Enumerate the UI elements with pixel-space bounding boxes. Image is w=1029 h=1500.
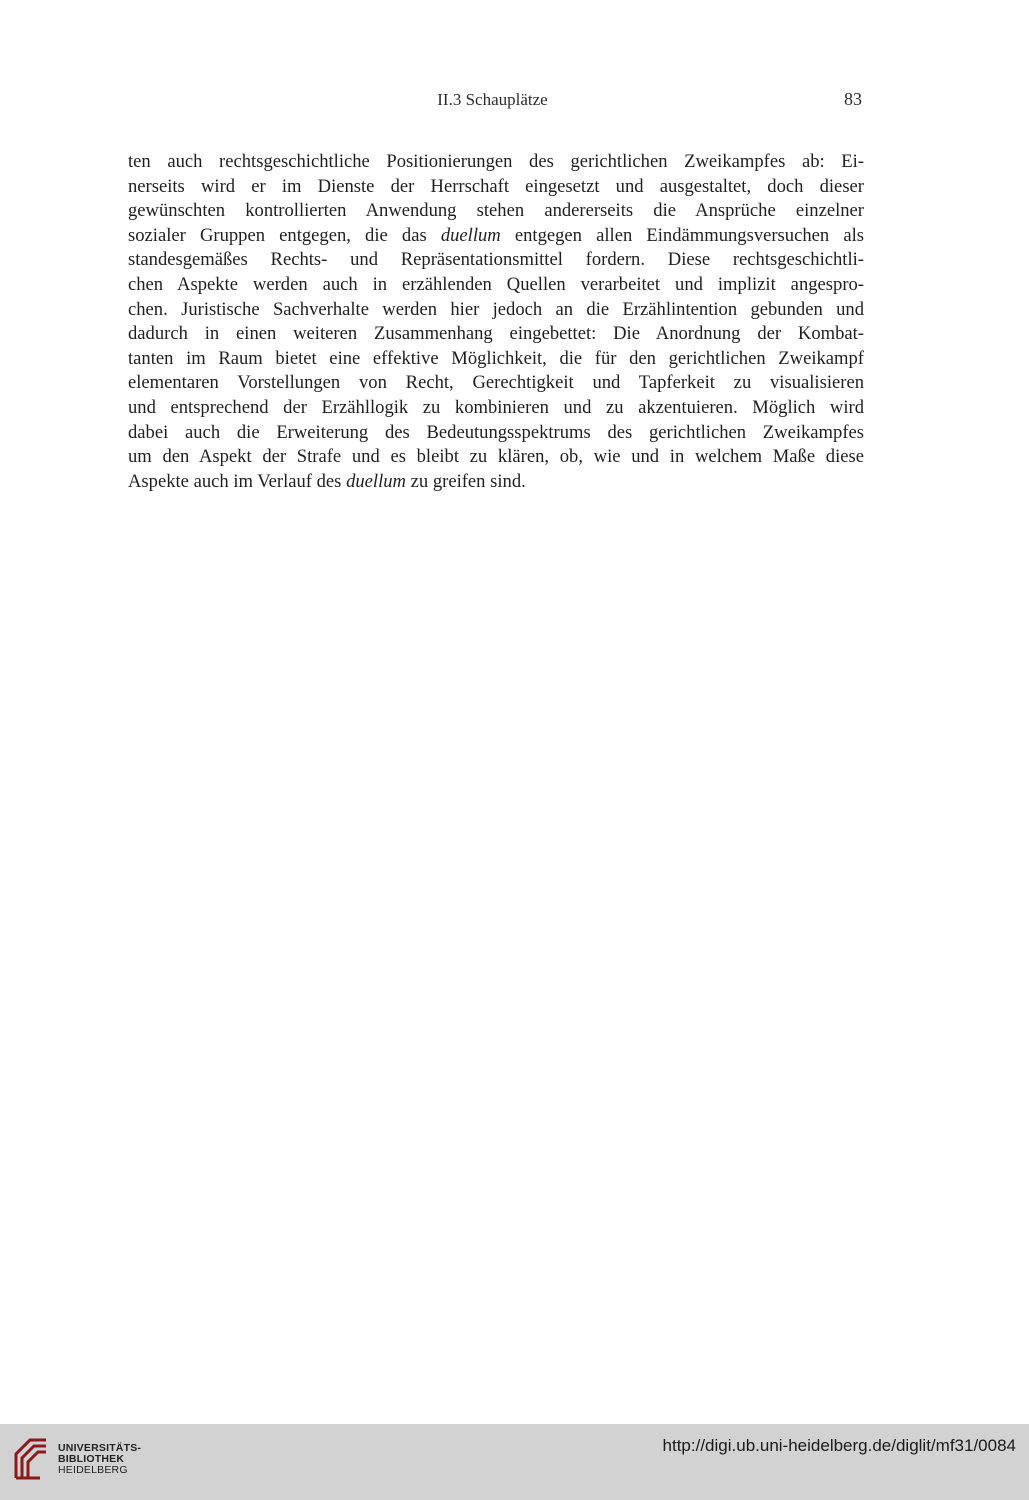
text-line: um den Aspekt der Strafe und es bleibt zu klären, ob, wie und in welchem Maße diese <box>128 446 864 468</box>
logo-line: BIBLIOTHEK <box>58 1453 125 1465</box>
text-line: dabei auch die Erweiterung des Bedeutungsspektrums des gerichtlichen Zweikampfes <box>128 421 864 443</box>
text-line: dadurch in einen weiteren Zusammenhang eingebettet: Die Anordnung der Kombat- <box>128 323 864 345</box>
text-line: standesgemäßes Rechts- und Repräsentationsmittel fordern. Diese rechtsgeschichtli- <box>128 249 864 271</box>
logo-line: HEIDELBERG <box>58 1464 128 1476</box>
text-segment: zu greifen sind. <box>405 470 526 492</box>
body-paragraph <box>128 150 864 494</box>
italic-term: duellum <box>346 470 406 492</box>
text-segment: entgegen allen Eindämmungsversuchen als <box>500 224 864 246</box>
italic-term: duellum <box>440 224 501 246</box>
text-line: nerseits wird er im Dienste der Herrschaft eingesetzt und ausgestaltet, doch dieser <box>128 175 864 197</box>
library-logo-text <box>58 1443 141 1476</box>
text-line: chen. Juristische Sachverhalte werden hier jedoch an die Erzählintention gebunden und <box>128 298 864 320</box>
page-number: 83 <box>844 89 862 109</box>
text-line: elementaren Vorstellungen von Recht, Gerechtigkeit und Tapferkeit zu visualisieren <box>128 372 864 394</box>
text-line: chen Aspekte werden auch in erzählenden Quellen verarbeitet und implizit angespro- <box>128 273 864 295</box>
text-line: tanten im Raum bietet eine effektive Möglichkeit, die für den gerichtlichen Zweikampf <box>128 347 864 369</box>
library-logo-icon <box>10 1434 52 1484</box>
text-line: und entsprechend der Erzähllogik zu kombinieren und zu akzentuieren. Möglich wird <box>128 396 864 418</box>
text-line <box>128 470 864 495</box>
text-line: gewünschten kontrollierten Anwendung stehen andererseits die Ansprüche einzelner <box>128 200 864 222</box>
text-line: ten auch rechtsgeschichtliche Positionierungen des gerichtlichen Zweikampfes ab: Ei- <box>128 151 864 172</box>
text-segment: Aspekte auch im Verlauf des <box>128 470 347 492</box>
text-line <box>128 224 864 249</box>
footer-bar <box>0 1424 1029 1500</box>
source-url-link[interactable]: http://digi.ub.uni-heidelberg.de/diglit/mf31/0084 <box>662 1436 1016 1455</box>
text-segment: sozialer Gruppen entgegen, die das <box>128 224 441 246</box>
running-title: II.3 Schauplätze <box>437 90 548 109</box>
logo-line: UNIVERSITÄTS- <box>58 1442 142 1454</box>
